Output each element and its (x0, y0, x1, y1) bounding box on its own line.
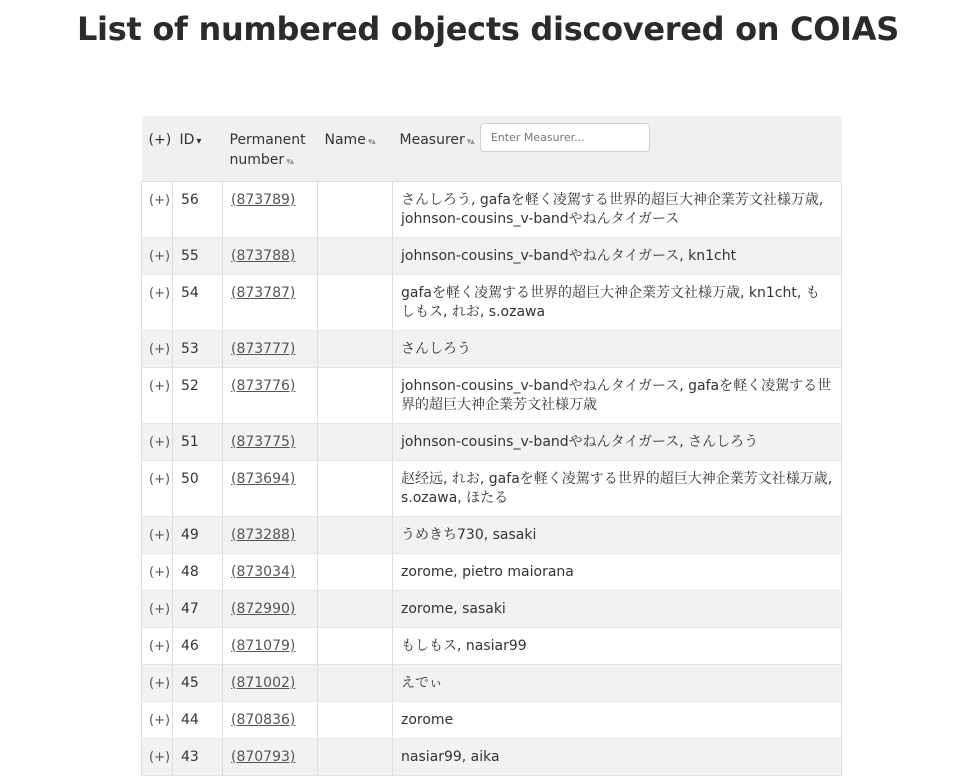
expand-header-label: (+) (148, 132, 172, 148)
expand-toggle[interactable] (142, 628, 173, 665)
name-cell (318, 238, 393, 275)
permanent-number-column-header[interactable] (223, 116, 318, 182)
name-cell (318, 461, 393, 517)
expand-toggle[interactable] (142, 275, 173, 331)
id-cell: 49 (173, 517, 223, 554)
id-cell: 54 (173, 275, 223, 331)
name-cell (318, 424, 393, 461)
permanent-number-cell (223, 739, 318, 776)
objects-table (141, 116, 842, 776)
permanent-number-cell (223, 331, 318, 368)
expand-column-header (142, 116, 173, 182)
permanent-number-link[interactable]: (873788) (231, 248, 296, 264)
expand-toggle[interactable] (142, 554, 173, 591)
measurer-cell: さんしろう, gafaを軽く凌駕する世界的超巨大神企業芳文社様万歳, johnson-cousins_v-bandやねんタイガース (393, 182, 842, 238)
expand-toggle-label: (+) (149, 435, 171, 450)
permanent-number-link[interactable]: (873787) (231, 285, 296, 301)
expand-toggle[interactable] (142, 591, 173, 628)
table-row (142, 238, 842, 275)
expand-toggle[interactable] (142, 182, 173, 238)
expand-toggle-label: (+) (149, 602, 171, 617)
id-cell: 56 (173, 182, 223, 238)
sort-icon[interactable]: ▾▴ (367, 137, 375, 147)
expand-toggle-label: (+) (149, 193, 171, 208)
permanent-number-cell (223, 628, 318, 665)
expand-toggle-label: (+) (149, 342, 171, 357)
permanent-number-link[interactable]: (870836) (231, 712, 296, 728)
table-header (142, 116, 842, 182)
permanent-number-cell (223, 702, 318, 739)
permanent-number-cell (223, 424, 318, 461)
id-cell: 46 (173, 628, 223, 665)
permanent-number-link[interactable]: (870793) (231, 749, 296, 765)
expand-toggle-label: (+) (149, 286, 171, 301)
permanent-number-cell (223, 554, 318, 591)
id-cell: 43 (173, 739, 223, 776)
expand-toggle-label: (+) (149, 750, 171, 765)
permanent-number-link[interactable]: (873288) (231, 527, 296, 543)
measurer-header-label: Measurer (399, 132, 465, 148)
table-row (142, 554, 842, 591)
permanent-number-link[interactable]: (873776) (231, 378, 296, 394)
table-row (142, 275, 842, 331)
id-cell: 55 (173, 238, 223, 275)
name-cell (318, 591, 393, 628)
expand-toggle-label: (+) (149, 713, 171, 728)
permanent-number-link[interactable]: (873775) (231, 434, 296, 450)
permanent-number-cell (223, 591, 318, 628)
permanent-number-cell (223, 368, 318, 424)
sort-icon[interactable]: ▾▴ (286, 157, 294, 167)
name-cell (318, 275, 393, 331)
name-cell (318, 331, 393, 368)
id-cell: 52 (173, 368, 223, 424)
expand-toggle[interactable] (142, 665, 173, 702)
sort-icon[interactable]: ▾▴ (466, 137, 474, 147)
measurer-cell: えでぃ (393, 665, 842, 702)
permanent-number-link[interactable]: (873789) (231, 192, 296, 208)
permanent-number-cell (223, 182, 318, 238)
expand-toggle[interactable] (142, 702, 173, 739)
measurer-filter-input[interactable] (480, 123, 650, 152)
measurer-cell: nasiar99, aika (393, 739, 842, 776)
permanent-number-cell (223, 275, 318, 331)
name-cell (318, 739, 393, 776)
table-row (142, 461, 842, 517)
name-cell (318, 665, 393, 702)
table-row (142, 628, 842, 665)
table-row (142, 424, 842, 461)
table-row (142, 702, 842, 739)
measurer-cell: うめきち730, sasaki (393, 517, 842, 554)
expand-toggle[interactable] (142, 368, 173, 424)
table-row (142, 665, 842, 702)
name-cell (318, 628, 393, 665)
permanent-number-link[interactable]: (873777) (231, 341, 296, 357)
expand-toggle-label: (+) (149, 676, 171, 691)
table-row (142, 739, 842, 776)
permanent-number-cell (223, 238, 318, 275)
expand-toggle[interactable] (142, 517, 173, 554)
table-row (142, 182, 842, 238)
id-cell: 48 (173, 554, 223, 591)
measurer-cell: さんしろう (393, 331, 842, 368)
name-cell (318, 517, 393, 554)
measurer-cell: johnson-cousins_v-bandやねんタイガース, kn1cht (393, 238, 842, 275)
expand-toggle-label: (+) (149, 472, 171, 487)
permanent-number-link[interactable]: (871002) (231, 675, 296, 691)
expand-toggle-label: (+) (149, 528, 171, 543)
expand-toggle[interactable] (142, 424, 173, 461)
measurer-cell: johnson-cousins_v-bandやねんタイガース, gafaを軽く凌駕する世界的超巨大神企業芳文社様万歳 (393, 368, 842, 424)
table-row (142, 368, 842, 424)
expand-toggle[interactable] (142, 238, 173, 275)
name-cell (318, 702, 393, 739)
name-cell (318, 554, 393, 591)
permanent-number-link[interactable]: (871079) (231, 638, 296, 654)
id-cell: 47 (173, 591, 223, 628)
id-cell: 53 (173, 331, 223, 368)
measurer-column-header[interactable] (393, 116, 842, 182)
page-title: List of numbered objects discovered on COIAS (76, 10, 900, 48)
measurer-cell: zorome (393, 702, 842, 739)
name-cell (318, 368, 393, 424)
id-cell: 51 (173, 424, 223, 461)
name-header-label: Name (324, 132, 366, 148)
measurer-cell: johnson-cousins_v-bandやねんタイガース, さんしろう (393, 424, 842, 461)
measurer-cell: zorome, pietro maiorana (393, 554, 842, 591)
expand-toggle[interactable] (142, 461, 173, 517)
name-cell (318, 182, 393, 238)
table-row (142, 591, 842, 628)
id-column-header[interactable] (173, 116, 223, 182)
permanent-number-header-label: Permanent number (229, 132, 306, 168)
id-cell: 50 (173, 461, 223, 517)
measurer-cell: もしもス, nasiar99 (393, 628, 842, 665)
permanent-number-cell (223, 461, 318, 517)
table-row (142, 331, 842, 368)
objects-table-container (141, 116, 841, 776)
expand-toggle[interactable] (142, 739, 173, 776)
expand-toggle[interactable] (142, 331, 173, 368)
permanent-number-cell (223, 517, 318, 554)
id-cell: 44 (173, 702, 223, 739)
measurer-cell: 赵经远, れお, gafaを軽く凌駕する世界的超巨大神企業芳文社様万歳, s.ozawa, ほたる (393, 461, 842, 517)
measurer-cell: gafaを軽く凌駕する世界的超巨大神企業芳文社様万歳, kn1cht, もしもス, れお, s.ozawa (393, 275, 842, 331)
table-row (142, 517, 842, 554)
id-cell: 45 (173, 665, 223, 702)
expand-toggle-label: (+) (149, 565, 171, 580)
permanent-number-link[interactable]: (872990) (231, 601, 296, 617)
expand-toggle-label: (+) (149, 249, 171, 264)
expand-toggle-label: (+) (149, 379, 171, 394)
permanent-number-link[interactable]: (873694) (231, 471, 296, 487)
expand-toggle-label: (+) (149, 639, 171, 654)
table-body (142, 182, 842, 776)
id-header-label: ID (179, 132, 195, 148)
permanent-number-link[interactable]: (873034) (231, 564, 296, 580)
name-column-header[interactable] (318, 116, 393, 182)
permanent-number-cell (223, 665, 318, 702)
measurer-cell: zorome, sasaki (393, 591, 842, 628)
sort-desc-icon[interactable]: ▾ (196, 136, 202, 147)
